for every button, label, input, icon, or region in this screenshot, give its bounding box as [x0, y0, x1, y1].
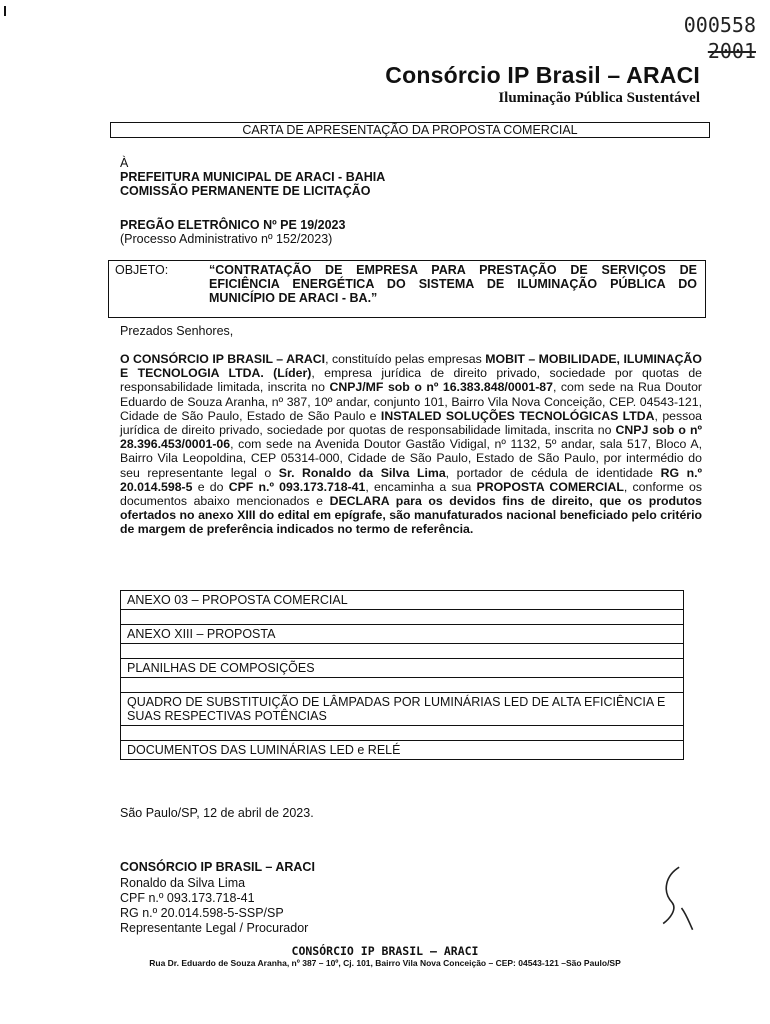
body-text: , com sede na Avenida Doutor Gastão Vidigal, nº 1132, 5º andar, sala 517, Bloco A, Bairro Vila Leopoldina, CEP 05314-000, Cidade de São Paulo, Estado de São Paulo, por intermédio do seu representante legal o: [120, 437, 702, 480]
objeto-text: “CONTRATAÇÃO DE EMPRESA PARA PRESTAÇÃO DE SERVIÇOS DE EFICIÊNCIA ENERGÉTICA DO SISTEMA DE ILUMINAÇÃO PÚBLICA DO MUNICÍPIO DE ARACI - BA.”: [209, 263, 697, 305]
annex-table: [120, 590, 684, 760]
signature-rg: RG n.º 20.014.598-5-SSP/SP: [120, 906, 284, 920]
stamp-sub: 2001: [707, 39, 756, 63]
signature-cpf: CPF n.º 093.173.718-41: [120, 891, 255, 905]
page-stamp: [684, 12, 756, 64]
date-line: São Paulo/SP, 12 de abril de 2023.: [120, 806, 314, 820]
body-text: , empresa jurídica de direito privado, sociedade por quotas de responsabilidade limitada, inscrita no: [120, 366, 703, 395]
objeto-box: [108, 260, 706, 318]
recipient-line1: PREFEITURA MUNICIPAL DE ARACI - BAHIA: [120, 170, 386, 184]
annex-row: DOCUMENTOS DAS LUMINÁRIAS LED e RELÉ: [120, 740, 684, 760]
proposal-label: PROPOSTA COMERCIAL: [476, 479, 624, 494]
brand-tagline: Iluminação Pública Sustentável: [498, 90, 700, 106]
cpf-number: CPF n.º 093.173.718-41: [228, 479, 366, 494]
annex-spacer: [120, 609, 684, 624]
body-text: , pessoa jurídica de direito privado, sociedade por quotas de responsabilidade limitada, inscrita no: [120, 408, 702, 438]
annex-spacer: [120, 725, 684, 740]
declaration: DECLARA para os devidos fins de direito, que os produtos ofertados no anexo XIII do edital em epígrafe, são manufaturados nacional beneficiado pelo critério de margem de preferência indicados no termo de referência.: [120, 494, 702, 537]
body-paragraph: [120, 352, 702, 537]
body-text: , encaminha a sua: [365, 479, 477, 494]
footer-address: Rua Dr. Eduardo de Souza Aranha, nº 387 – 10º, Cj. 101, Bairro Vila Nova Conceição – CEP: 04543-121 –São Paulo/SP: [149, 958, 621, 968]
cnpj-mobit: CNPJ/MF sob o nº 16.383.848/0001-87: [329, 380, 553, 395]
signature-name: Ronaldo da Silva Lima: [120, 876, 246, 890]
company-mobit: MOBIT – MOBILIDADE, ILUMINAÇÃO E TECNOLOGIA LTDA. (Líder): [120, 352, 703, 381]
recipient-to: À: [120, 156, 129, 170]
scan-mark: [4, 6, 6, 16]
body-text: , conforme os documentos abaixo mencionados e: [120, 479, 702, 509]
admin-process: (Processo Administrativo nº 152/2023): [120, 232, 333, 246]
body-text: e do: [192, 479, 229, 494]
recipient-line2: COMISSÃO PERMANENTE DE LICITAÇÃO: [120, 184, 371, 198]
body-text: , portador de cédula de identidade: [445, 465, 661, 480]
representative-name: Sr. Ronaldo da Silva Lima: [278, 465, 446, 480]
objeto-label: OBJETO:: [115, 263, 169, 277]
footer-title: CONSÓRCIO IP BRASIL – ARACI: [291, 944, 479, 958]
stamp-number: 000558: [683, 13, 756, 37]
annex-row: PLANILHAS DE COMPOSIÇÕES: [120, 658, 684, 677]
annex-row: ANEXO XIII – PROPOSTA: [120, 624, 684, 643]
body-text: , constituído pelas empresas: [325, 352, 486, 366]
annex-row: QUADRO DE SUBSTITUIÇÃO DE LÂMPADAS POR LUMINÁRIAS LED DE ALTA EFICIÊNCIA E SUAS RESPECTIVAS POTÊNCIAS: [120, 692, 684, 725]
handwritten-signature: [647, 860, 718, 949]
signature-role: Representante Legal / Procurador: [120, 921, 309, 935]
pregao-number: PREGÃO ELETRÔNICO Nº PE 19/2023: [120, 218, 346, 232]
salutation: Prezados Senhores,: [120, 324, 234, 338]
annex-row: ANEXO 03 – PROPOSTA COMERCIAL: [120, 590, 684, 609]
document-title: CARTA DE APRESENTAÇÃO DA PROPOSTA COMERCIAL: [110, 122, 710, 138]
consortium-name: O CONSÓRCIO IP BRASIL – ARACI: [120, 352, 326, 366]
annex-spacer: [120, 677, 684, 692]
brand-title: Consórcio IP Brasil – ARACI: [385, 62, 700, 88]
signature-company: CONSÓRCIO IP BRASIL – ARACI: [120, 860, 315, 874]
annex-spacer: [120, 643, 684, 658]
company-instaled: INSTALED SOLUÇÕES TECNOLÓGICAS LTDA: [380, 408, 655, 423]
body-text: , com sede na Rua Doutor Eduardo de Souza Aranha, nº 387, 10º andar, conjunto 101, Bairro Vila Nova Conceição, CEP. 04543-121, Cidade de São Paulo, Estado de São Paulo e: [120, 380, 703, 423]
cnpj-instaled: CNPJ sob o nº 28.396.453/0001-06: [120, 423, 702, 452]
rg-number: RG n.º 20.014.598-5: [120, 465, 702, 494]
